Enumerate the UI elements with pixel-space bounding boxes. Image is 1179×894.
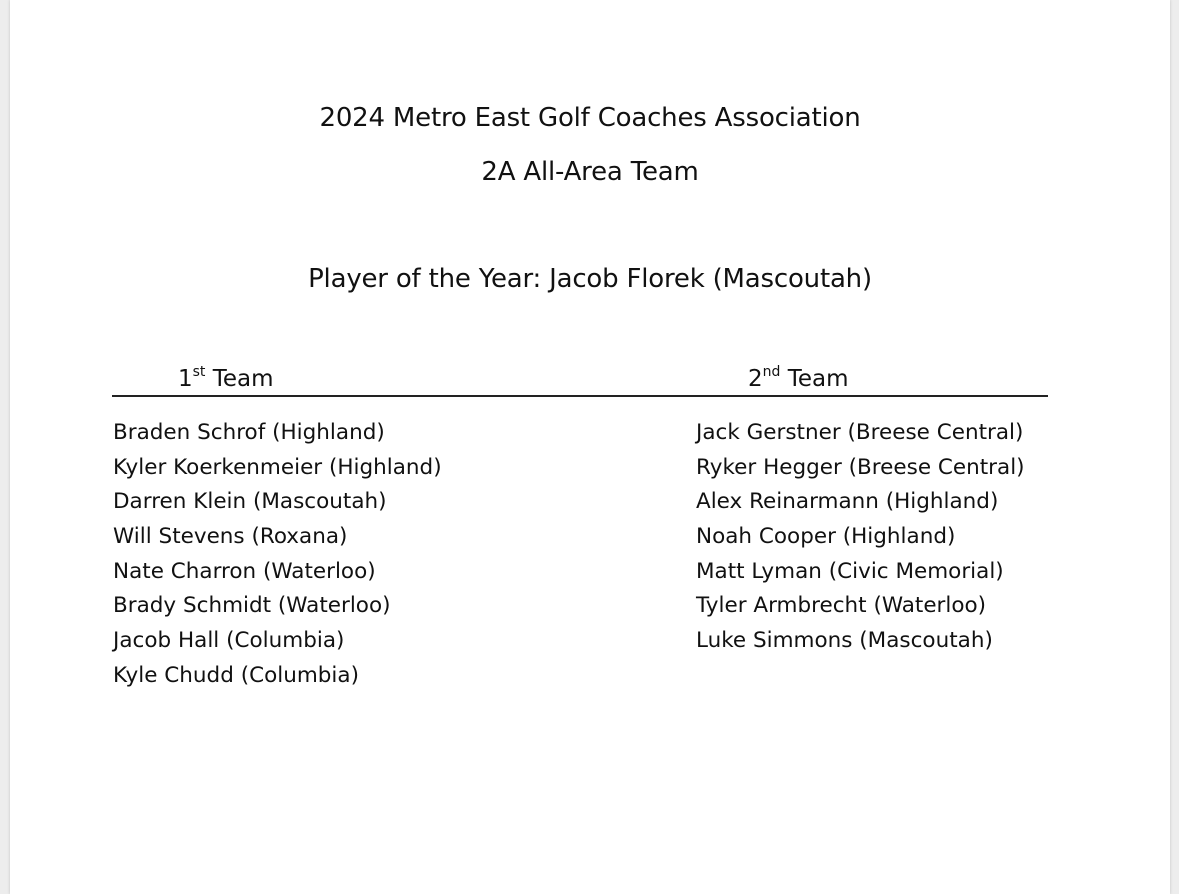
second-team-list — [696, 418, 1025, 661]
second-team-player: Noah Cooper (Highland) — [696, 524, 956, 550]
document-subtitle: 2A All-Area Team — [481, 157, 699, 187]
first-team-player: Kyler Koerkenmeier (Highland) — [113, 454, 442, 480]
second-team-player: Alex Reinarmann (Highland) — [696, 489, 999, 515]
first-team-player: Kyle Chudd (Columbia) — [113, 662, 359, 688]
second-team-header-label: Team — [780, 366, 849, 392]
document-title: 2024 Metro East Golf Coaches Association — [319, 103, 861, 133]
first-team-player: Brady Schmidt (Waterloo) — [113, 593, 391, 619]
first-team-header-number: 1 — [178, 366, 193, 392]
first-team-header-suffix: st — [192, 364, 206, 380]
second-team-header-suffix: nd — [762, 364, 781, 380]
second-team-player: Ryker Hegger (Breese Central) — [696, 454, 1025, 480]
first-team-player: Darren Klein (Mascoutah) — [113, 489, 387, 515]
first-team-player: Nate Charron (Waterloo) — [113, 558, 376, 584]
first-team-player: Will Stevens (Roxana) — [113, 524, 348, 550]
second-team-player: Luke Simmons (Mascoutah) — [696, 628, 993, 654]
second-team-player: Tyler Armbrecht (Waterloo) — [696, 593, 987, 619]
second-team-header — [748, 366, 849, 392]
second-team-player: Jack Gerstner (Breese Central) — [696, 420, 1024, 445]
first-team-header-label: Team — [205, 366, 274, 392]
first-team-header — [178, 366, 274, 392]
document-page — [10, 0, 1170, 894]
first-team-list — [113, 418, 442, 696]
first-team-player: Braden Schrof (Highland) — [113, 420, 385, 445]
second-team-player: Matt Lyman (Civic Memorial) — [696, 558, 1004, 584]
header-divider — [112, 395, 1048, 397]
first-team-player: Jacob Hall (Columbia) — [113, 628, 345, 654]
second-team-header-number: 2 — [748, 366, 763, 392]
player-of-the-year: Player of the Year: Jacob Florek (Mascoutah) — [308, 264, 872, 294]
